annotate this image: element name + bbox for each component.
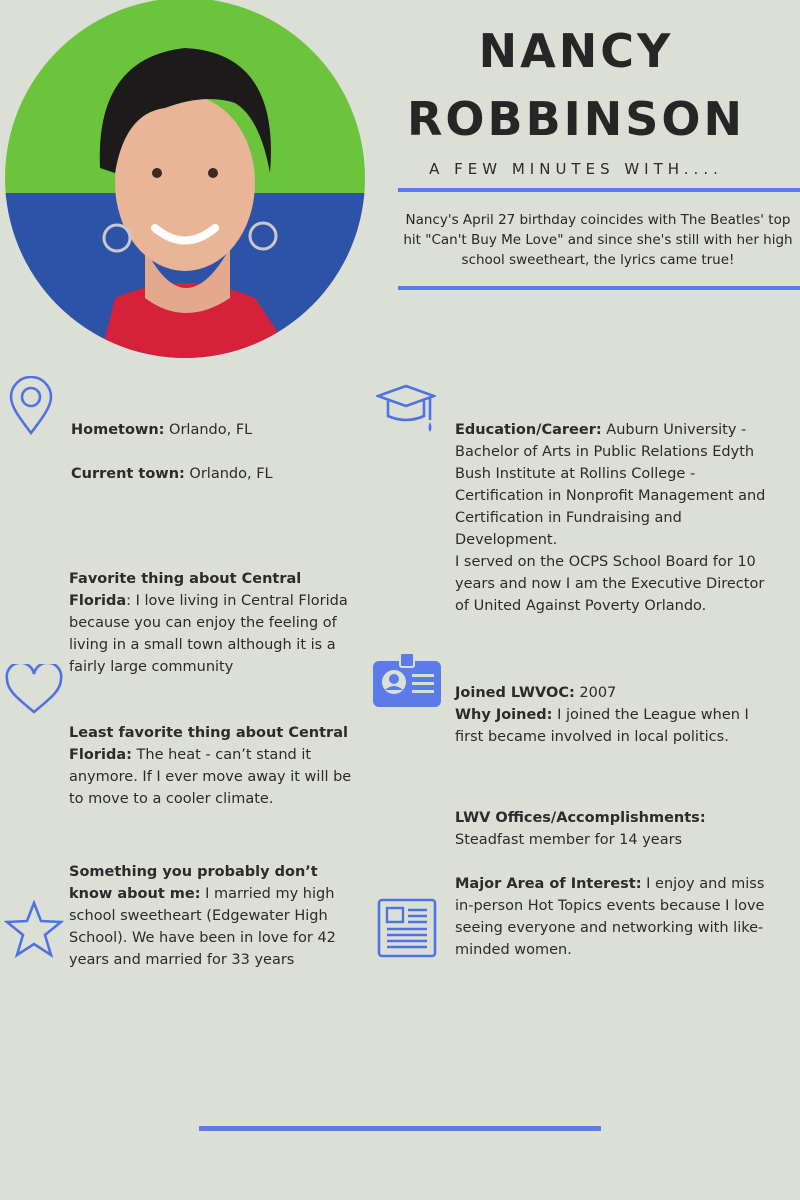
hometown-label: Hometown: [71, 422, 165, 438]
why-joined-label: Why Joined: [455, 707, 553, 723]
least-value: The heat - can’t stand it anymore. If I ever move away it will be to move to a cooler climate. [69, 747, 352, 807]
profile-photo [5, 0, 365, 358]
interest-value: I enjoy and miss in-person Hot Topics events because I love seeing everyone and networking with like-minded women. [455, 876, 765, 958]
education-career [455, 419, 775, 617]
major-interest [455, 873, 775, 961]
bottom-divider [199, 1126, 601, 1131]
name-first: NANCY [478, 24, 674, 78]
newspaper-icon [377, 898, 437, 958]
joined-value: 2007 [574, 685, 617, 701]
id-badge-icon [372, 652, 442, 708]
interest-label: Major Area of Interest: [455, 876, 642, 892]
intro-text: Nancy's April 27 birthday coincides with The Beatles' top hit "Can't Buy Me Love" and since she's still with her high school sweetheart, the lyrics came true! [403, 212, 793, 268]
offices-accomplishments [455, 807, 775, 851]
current-town [71, 463, 361, 485]
career-value: I served on the OCPS School Board for 10 years and now I am the Executive Director of United Against Poverty Orlando. [455, 554, 765, 614]
favorite-thing [69, 568, 354, 678]
current-town-label: Current town: [71, 466, 185, 482]
joined-info [455, 682, 780, 748]
why-joined-value: I joined the League when I first became involved in local politics. [455, 707, 749, 745]
heart-icon [5, 664, 63, 716]
offices-value: Steadfast member for 14 years [455, 832, 683, 848]
current-town-value: Orlando, FL [184, 466, 273, 482]
favorite-value: : I love living in Central Florida because you can enjoy the feeling of living in a small town although it is a fairly large community [69, 593, 348, 675]
top-divider [398, 188, 800, 192]
least-favorite-thing [69, 722, 354, 810]
location-pin-icon [8, 376, 54, 436]
education-label: Education/Career: [455, 422, 602, 438]
secret-label: Something you probably don’t know about me: [69, 864, 318, 902]
star-icon [4, 900, 64, 958]
secret-value: I married my high school sweetheart (Edgewater High School). We have been in love for 42 years and married for 33 years [69, 886, 336, 968]
subtitle: A FEW MINUTES WITH.... [429, 160, 723, 178]
hometown [71, 419, 361, 441]
least-label: Least favorite thing about Central Florida: [69, 725, 348, 763]
name-last: ROBBINSON [407, 92, 745, 146]
offices-label: LWV Offices/Accomplishments: [455, 810, 706, 826]
graduation-cap-icon [376, 382, 436, 436]
joined-label: Joined LWVOC: [455, 685, 575, 701]
hometown-value: Orlando, FL [164, 422, 253, 438]
education-value: Auburn University - Bachelor of Arts in Public Relations Edyth Bush Institute at Rollins College - Certification in Nonprofit Management and Certification in Fundraising and Development. [455, 422, 766, 548]
intro-divider [398, 286, 800, 290]
something-about-me [69, 861, 359, 971]
favorite-label: Favorite thing about Central Florida [69, 571, 302, 609]
